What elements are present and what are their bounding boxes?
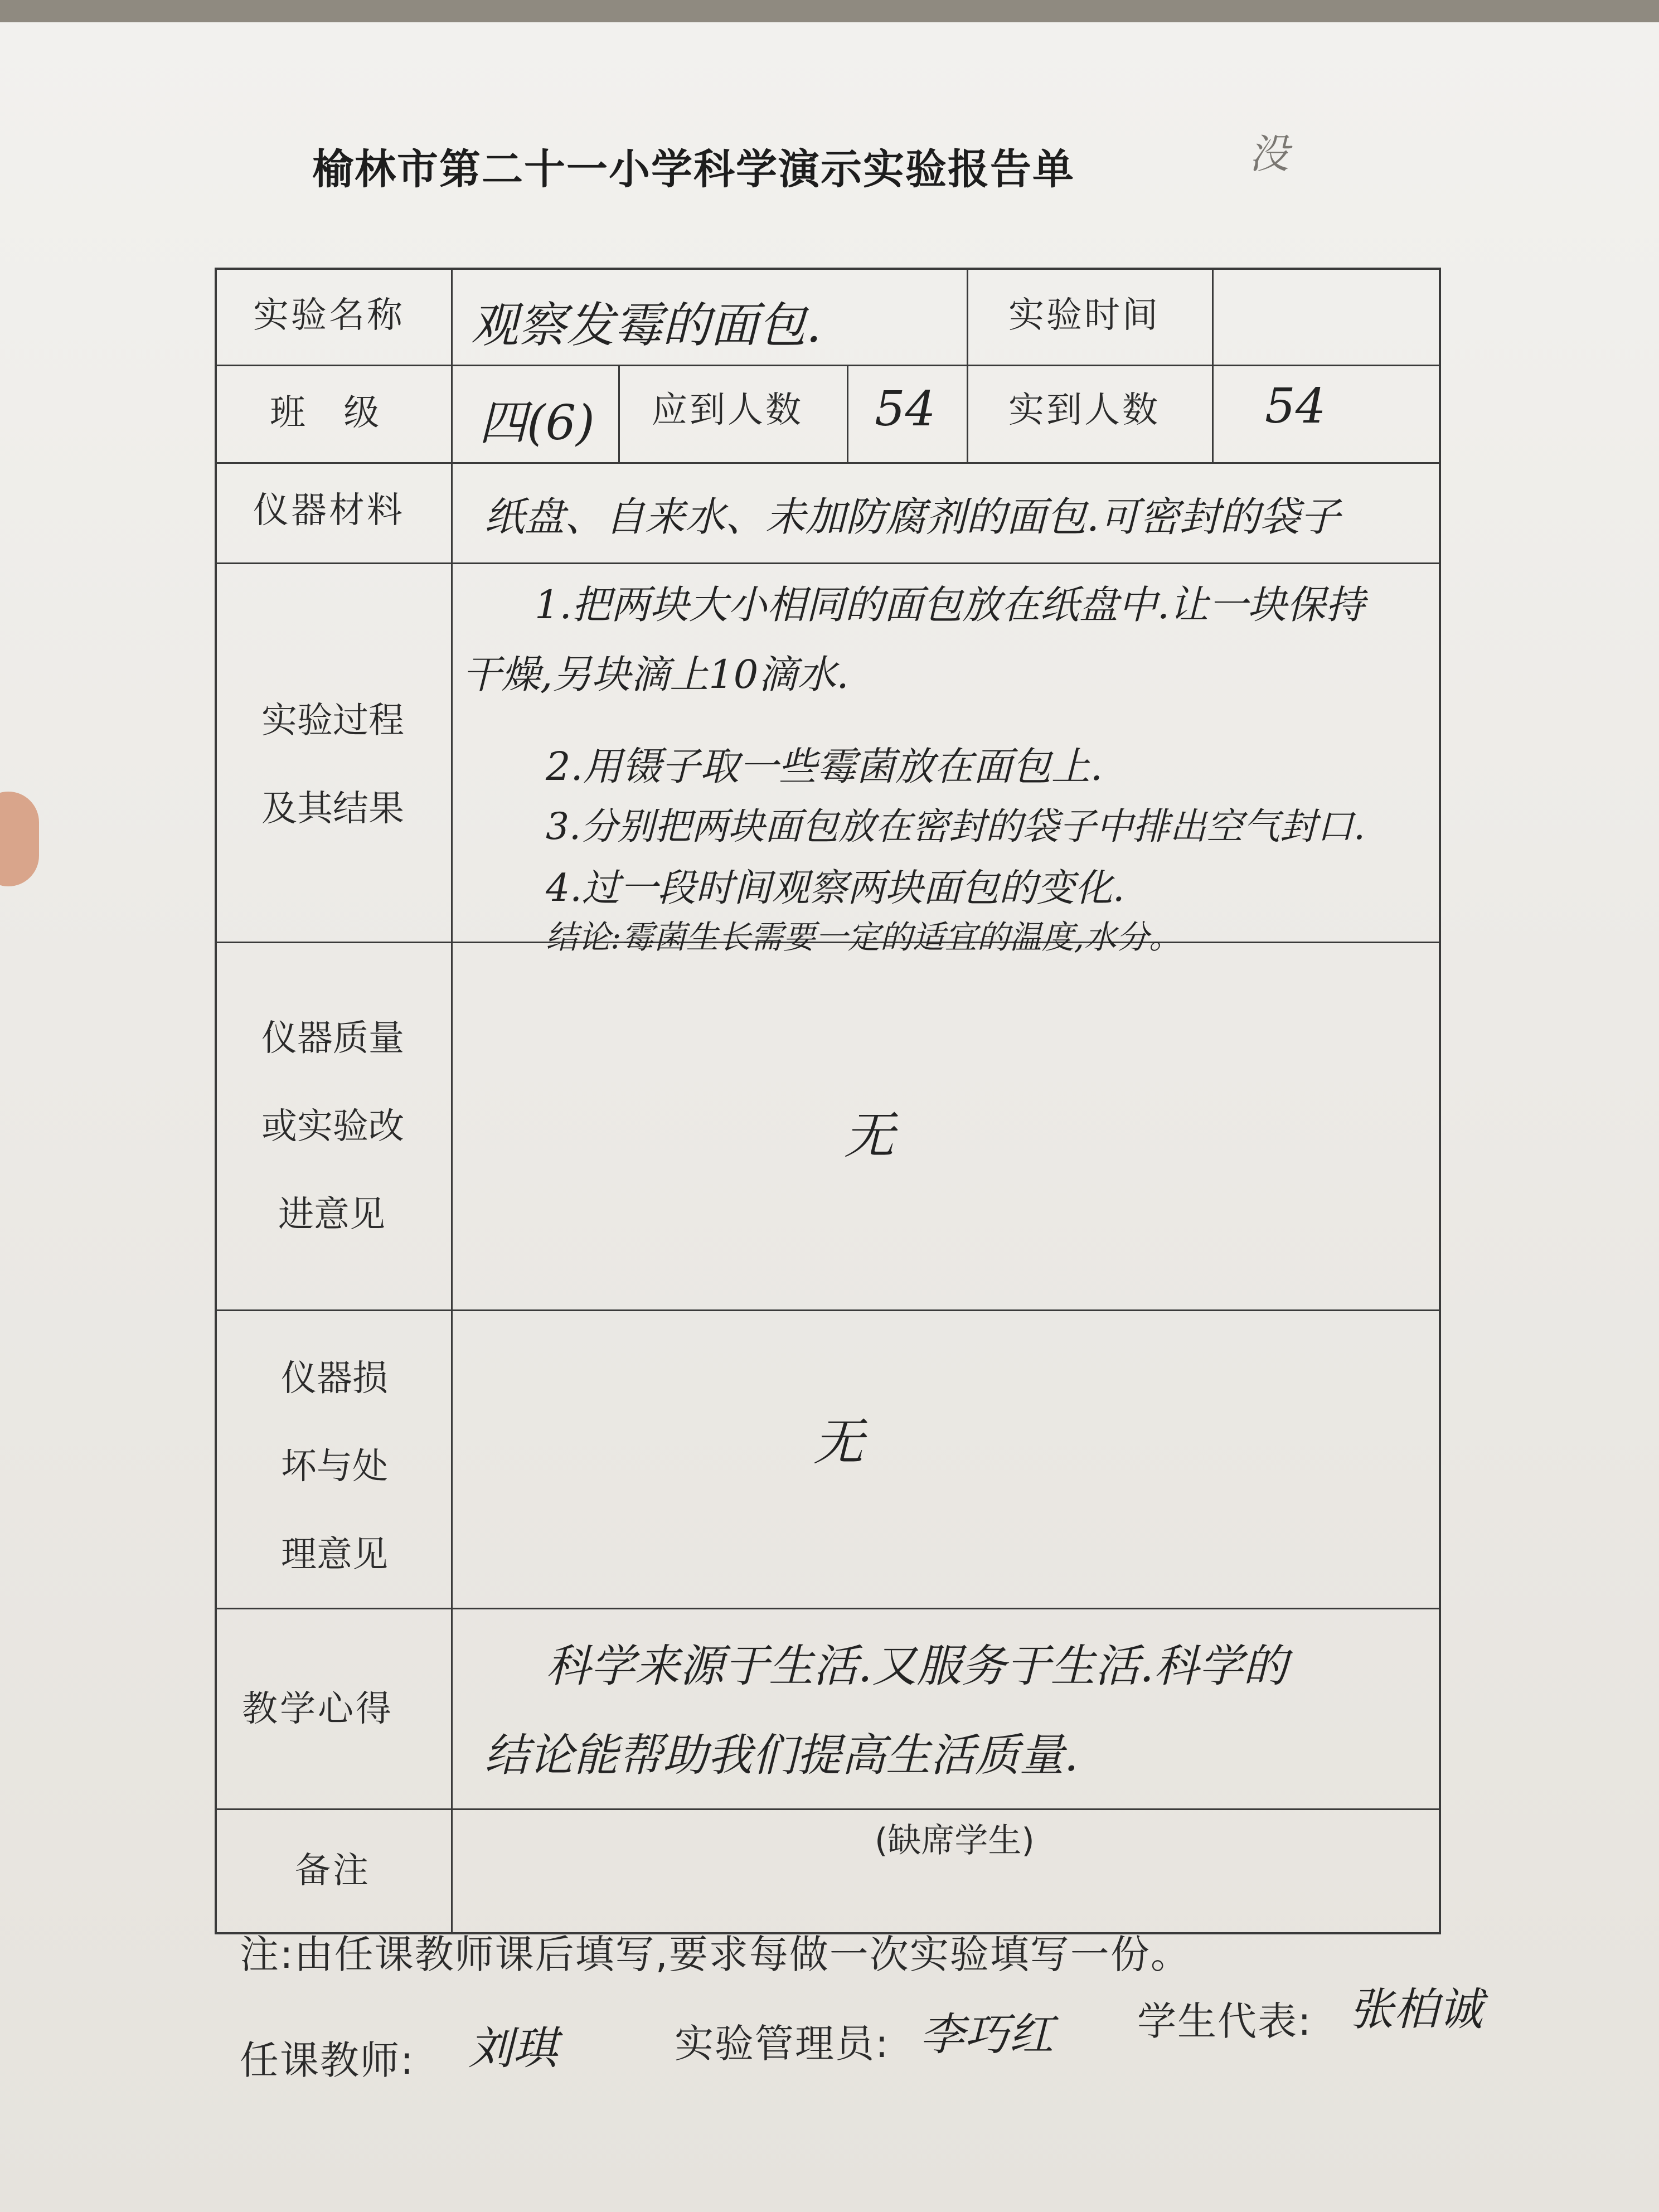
label-column-divider [451,270,453,1934]
quality-label-line: 或实验改 [261,1106,404,1147]
class-value: 四(6) [479,395,595,451]
expected-count-label: 应到人数 [652,390,803,431]
quality-label [261,995,404,1259]
report-table [215,268,1441,1934]
process-line: 3.分别把两块面包放在密封的袋子中排出空气封口. [546,805,1365,848]
report-paper [0,22,1659,2212]
damage-label [281,1335,388,1599]
teacher-label: 任课教师: [240,2038,415,2083]
experiment-name-label: 实验名称 [253,295,405,336]
experiment-name-value: 观察发霉的面包. [470,298,822,353]
process-line: 4.过一段时间观察两块面包的变化. [546,866,1125,910]
cell-divider [618,365,620,462]
quality-value: 无 [844,1107,894,1165]
student-label: 学生代表: [1137,1998,1312,2044]
reflection-line: 结论能帮助我们提高生活质量. [484,1729,1079,1781]
process-label-line: 及其结果 [261,788,404,830]
damage-label-line: 坏与处 [281,1446,388,1487]
process-line: 干燥,另块滴上10滴水. [462,652,849,697]
damage-value: 无 [813,1413,864,1472]
materials-label: 仪器材料 [253,490,405,531]
damage-label-line: 理意见 [281,1534,388,1575]
admin-label: 实验管理员: [675,2021,890,2067]
quality-label-line: 进意见 [278,1194,385,1235]
actual-count-value: 54 [1265,379,1326,434]
row-divider [217,1309,1441,1311]
damage-label-line: 仪器损 [281,1358,388,1399]
expected-count-value: 54 [875,381,936,437]
remarks-value: (缺席学生) [875,1821,1035,1860]
row-divider [217,1608,1441,1609]
class-label: 班 级 [270,392,382,434]
actual-count-label: 实到人数 [1008,390,1160,431]
process-line: 结论:霉菌生长需要一定的适宜的温度,水分。 [546,918,1181,956]
admin-signature: 李巧红 [920,2009,1054,2060]
process-line: 1.把两块大小相同的面包放在纸盘中.让一块保持 [535,582,1365,628]
process-label-line: 实验过程 [261,700,404,741]
page-title: 榆林市第二十一小学科学演示实验报告单 [312,145,1075,193]
finger-edge [0,792,39,886]
row-divider [217,365,1441,366]
cell-divider [967,270,968,462]
row-divider [217,462,1441,464]
remarks-label: 备注 [295,1850,371,1891]
corner-mark: 没 [1249,130,1289,177]
process-line: 2.用镊子取一些霉菌放在面包上. [546,744,1103,789]
row-divider [217,1808,1441,1810]
quality-label-line: 仪器质量 [261,1018,404,1059]
student-signature: 张柏诚 [1349,1983,1483,2035]
cell-divider [1212,270,1214,462]
reflection-line: 科学来源于生活.又服务于生活.科学的 [546,1640,1288,1692]
row-divider [217,562,1441,564]
cell-divider [847,365,848,462]
materials-value: 纸盘、自来水、未加防腐剂的面包.可密封的袋子 [484,493,1340,540]
teacher-signature: 刘琪 [468,2022,557,2074]
experiment-time-label: 实验时间 [1008,295,1160,336]
process-label [261,677,404,853]
reflection-label: 教学心得 [242,1689,394,1730]
footer-note: 注:由任课教师课后填写,要求每做一次实验填写一份。 [240,1932,1191,1977]
